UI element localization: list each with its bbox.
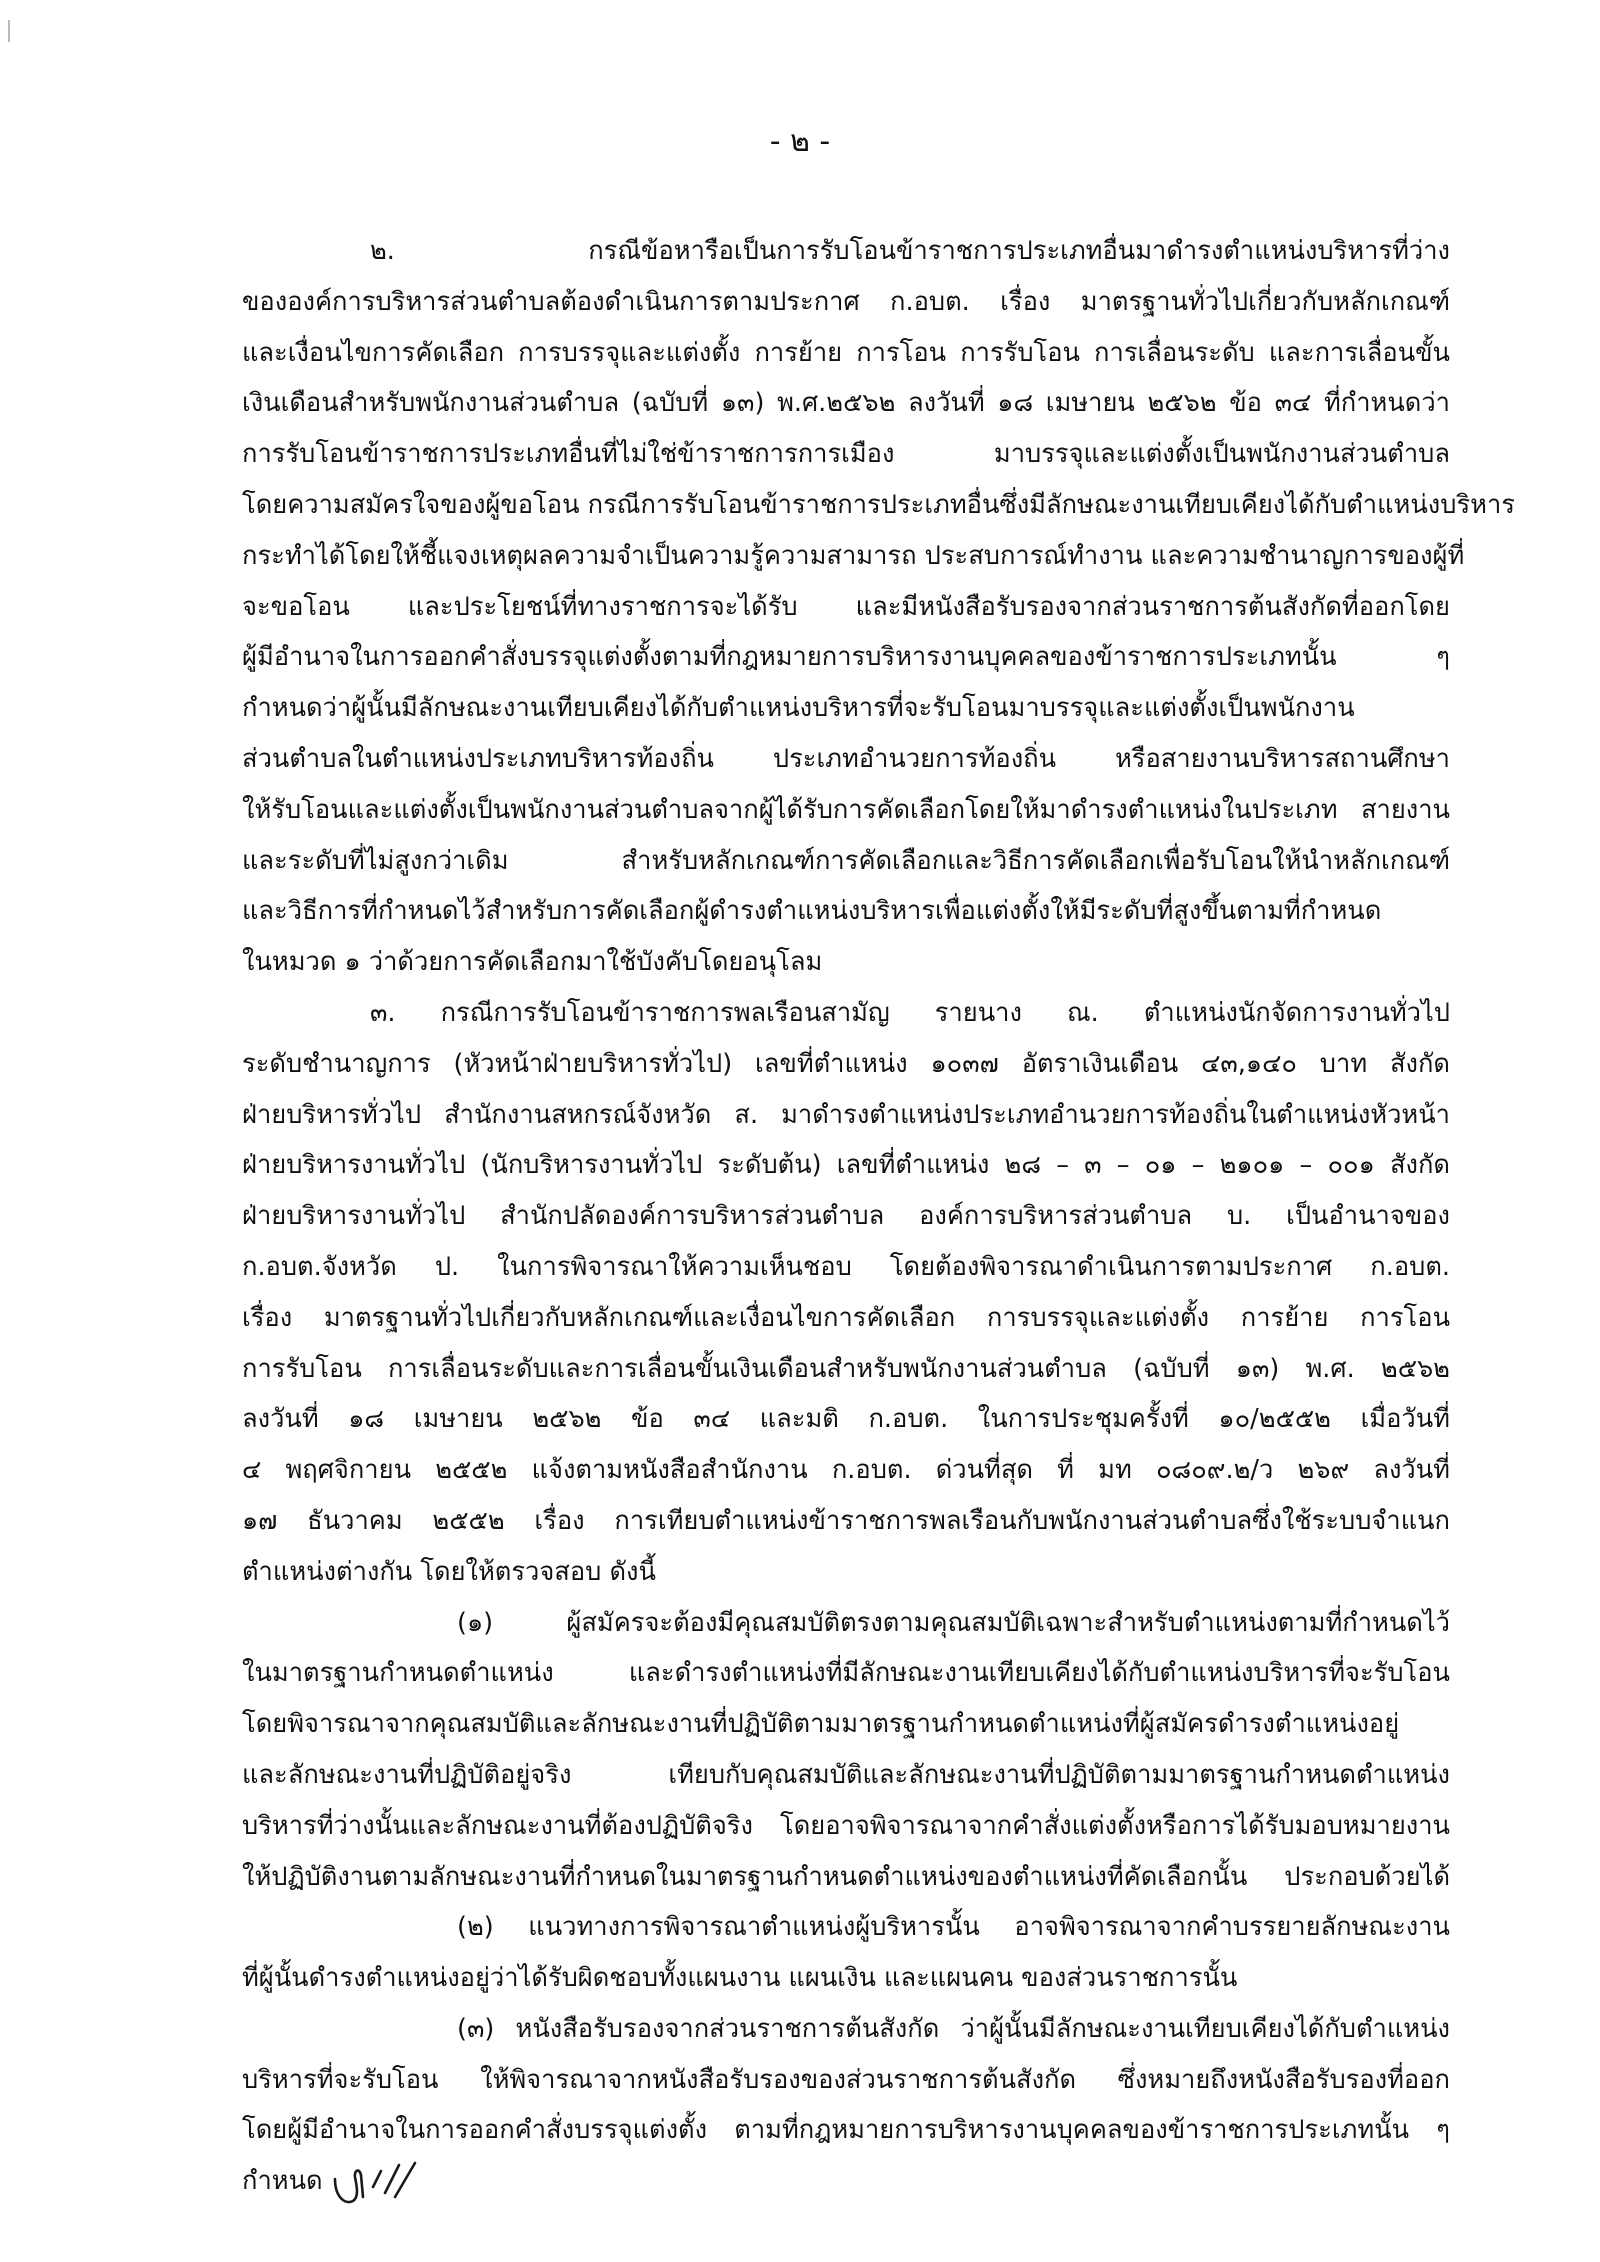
text-line [242,378,1450,429]
text-line-content: ฝ่ายบริหารงานทั่วไป (นักบริหารงานทั่วไป ระดับต้น) เลขที่ตำแหน่ง ๒๘ – ๓ – ๐๑ – ๒๑๐๑ – ๐๐๑ สังกัด [242,1150,1450,1181]
text-line-content: ฝ่ายบริหารงานทั่วไป สำนักปลัดองค์การบริหารส่วนตำบล องค์การบริหารส่วนตำบล บ. เป็นอำนาจของ [242,1201,1450,1232]
text-line [242,1598,1450,1649]
text-line-content: บริหารที่จะรับโอน ให้พิจารณาจากหนังสือรับรองของส่วนราชการต้นสังกัด ซึ่งหมายถึงหนังสือรับรองที่ออก [242,2064,1450,2095]
text-line [242,2105,1450,2156]
text-line [242,1496,1450,1547]
text-line [242,480,1515,531]
text-line-content: ในมาตรฐานกำหนดตำแหน่ง และดำรงตำแหน่งที่มีลักษณะงานเทียบเคียงได้กับตำแหน่งบริหารที่จะรับโอน [242,1658,1450,1689]
text-line-content: ในหมวด ๑ ว่าด้วยการคัดเลือกมาใช้บังคับโดยอนุโลม [242,947,823,978]
text-line-content: การรับโอนข้าราชการประเภทอื่นที่ไม่ใช่ข้าราชการการเมือง มาบรรจุและแต่งตั้งเป็นพนักงานส่วนตำบล [242,439,1450,470]
text-line-content: ฝ่ายบริหารทั่วไป สำนักงานสหกรณ์จังหวัด ส. มาดำรงตำแหน่งประเภทอำนวยการท้องถิ่นในตำแหน่งหัวหน้า [242,1099,1450,1130]
text-line [242,886,1450,937]
text-line-content: กระทำได้โดยให้ชี้แจงเหตุผลความจำเป็นความรู้ความสามารถ ประสบการณ์ทำงาน และความชำนาญการของผู้ที่ [242,540,1465,571]
text-line [242,277,1450,328]
document-body [242,226,1515,2207]
text-line [242,1344,1450,1395]
text-line-content: ๓. กรณีการรับโอนข้าราชการพลเรือนสามัญ รายนาง ณ. ตำแหน่งนักจัดการงานทั่วไป [370,997,1450,1028]
text-line [242,1242,1450,1293]
text-line [242,734,1450,785]
text-line-content: โดยความสมัครใจของผู้ขอโอน กรณีการรับโอนข้าราชการประเภทอื่นซึ่งมีลักษณะงานเทียบเคียงได้กับตำแหน่งบริหาร [242,489,1515,520]
text-line [242,683,1450,734]
text-line [242,1191,1450,1242]
text-line [242,226,1450,277]
text-line [242,1293,1450,1344]
text-line-content: การรับโอน การเลื่อนระดับและการเลื่อนขั้นเงินเดือนสำหรับพนักงานส่วนตำบล (ฉบับที่ ๑๓) พ.ศ. ๒๕๖๒ [242,1353,1450,1384]
text-line-content: และเงื่อนไขการคัดเลือก การบรรจุและแต่งตั้ง การย้าย การโอน การรับโอน การเลื่อนระดับ และการเลื่อนขั้น [242,337,1450,368]
text-line [242,1394,1450,1445]
text-line-content: (๓) หนังสือรับรองจากส่วนราชการต้นสังกัด ว่าผู้นั้นมีลักษณะงานเทียบเคียงได้กับตำแหน่ง [457,2013,1450,2044]
text-line [242,1801,1450,1852]
text-line-content: ให้ปฏิบัติงานตามลักษณะงานที่กำหนดในมาตรฐานกำหนดตำแหน่งของตำแหน่งที่คัดเลือกนั้น ประกอบด้วยได้ [242,1861,1450,1892]
text-line-content: ส่วนตำบลในตำแหน่งประเภทบริหารท้องถิ่น ประเภทอำนวยการท้องถิ่น หรือสายงานบริหารสถานศึกษา [242,743,1450,774]
text-line [242,582,1450,633]
handwritten-initials [329,2157,419,2207]
text-line [242,1090,1450,1141]
text-line-content: ๔ พฤศจิกายน ๒๕๕๒ แจ้งตามหนังสือสำนักงาน ก.อบต. ด่วนที่สุด ที่ มท ๐๘๐๙.๒/ว ๒๖๙ ลงวันที่ [242,1455,1450,1486]
text-line [242,836,1450,887]
text-line-content: ลงวันที่ ๑๘ เมษายน ๒๕๖๒ ข้อ ๓๔ และมติ ก.อบต. ในการประชุมครั้งที่ ๑๐/๒๕๕๒ เมื่อวันที่ [242,1404,1450,1435]
text-line [242,785,1450,836]
scan-margin-mark [8,20,10,42]
text-line-content: ที่ผู้นั้นดำรงตำแหน่งอยู่ว่าได้รับผิดชอบทั้งแผนงาน แผนเงิน และแผนคน ของส่วนราชการนั้น [242,1963,1238,1994]
text-line [242,1750,1450,1801]
text-line-content: โดยพิจารณาจากคุณสมบัติและลักษณะงานที่ปฏิบัติตามมาตรฐานกำหนดตำแหน่งที่ผู้สมัครดำรงตำแหน่งอยู่ [242,1709,1400,1740]
text-line [242,1852,1450,1903]
text-line-content: ๒. กรณีข้อหารือเป็นการรับโอนข้าราชการประเภทอื่นมาดำรงตำแหน่งบริหารที่ว่าง [370,236,1450,266]
text-line-content: ๑๗ ธันวาคม ๒๕๕๒ เรื่อง การเทียบตำแหน่งข้าราชการพลเรือนกับพนักงานส่วนตำบลซึ่งใช้ระบบจำแนก [242,1505,1450,1536]
text-line-content: บริหารที่ว่างนั้นและลักษณะงานที่ต้องปฏิบัติจริง โดยอาจพิจารณาจากคำสั่งแต่งตั้งหรือการได้รับมอบหมายงาน [242,1810,1450,1841]
text-line-content: ให้รับโอนและแต่งตั้งเป็นพนักงานส่วนตำบลจากผู้ได้รับการคัดเลือกโดยให้มาดำรงตำแหน่งในประเภท สายงาน [242,794,1450,825]
text-line [242,1902,1450,1953]
text-line [242,988,1450,1039]
text-line-content: เรื่อง มาตรฐานทั่วไปเกี่ยวกับหลักเกณฑ์และเงื่อนไขการคัดเลือก การบรรจุและแต่งตั้ง การย้าย การโอน [242,1302,1450,1333]
text-line-content: กำหนดว่าผู้นั้นมีลักษณะงานเทียบเคียงได้กับตำแหน่งบริหารที่จะรับโอนมาบรรจุและแต่งตั้งเป็นพนักงาน [242,693,1355,724]
text-line [242,531,1465,582]
text-line [242,632,1450,683]
text-line [242,937,1450,988]
text-line [242,1039,1450,1090]
text-line [242,2055,1450,2106]
text-line-content: ก.อบต.จังหวัด ป. ในการพิจารณาให้ความเห็นชอบ โดยต้องพิจารณาดำเนินการตามประกาศ ก.อบต. [242,1251,1450,1282]
text-line-content: และลักษณะงานที่ปฏิบัติอยู่จริง เทียบกับคุณสมบัติและลักษณะงานที่ปฏิบัติตามมาตรฐานกำหนดตำแหน่ง [242,1759,1450,1790]
text-line [242,1953,1450,2004]
text-line [242,1140,1450,1191]
text-line [242,1699,1450,1750]
text-line-content: และระดับที่ไม่สูงกว่าเดิม สำหรับหลักเกณฑ์การคัดเลือกและวิธีการคัดเลือกเพื่อรับโอนให้นำหลักเกณฑ์ [242,845,1450,876]
text-line-content: ผู้มีอำนาจในการออกคำสั่งบรรจุแต่งตั้งตามที่กฎหมายการบริหารงานบุคคลของข้าราชการประเภทนั้น ๆ [242,642,1450,673]
page-number: - ๒ - [769,124,831,159]
text-line [242,2156,1450,2207]
text-line-content: จะขอโอน และประโยชน์ที่ทางราชการจะได้รับ และมีหนังสือรับรองจากส่วนราชการต้นสังกัดที่ออกโดย [242,591,1450,622]
text-line-content: ขององค์การบริหารส่วนตำบลต้องดำเนินการตามประกาศ ก.อบต. เรื่อง มาตรฐานทั่วไปเกี่ยวกับหลักเกณฑ์ [242,286,1450,317]
text-line [242,1648,1450,1699]
text-line [242,1547,1450,1598]
text-line-content: (๒) แนวทางการพิจารณาตำแหน่งผู้บริหารนั้น อาจพิจารณาจากคำบรรยายลักษณะงาน [457,1912,1450,1943]
text-line-content: ตำแหน่งต่างกัน โดยให้ตรวจสอบ ดังนี้ [242,1556,656,1587]
text-line [242,2004,1450,2055]
text-line [242,429,1450,480]
text-line-content: กำหนด [242,2166,323,2197]
text-line [242,328,1450,379]
text-line-content: โดยผู้มีอำนาจในการออกคำสั่งบรรจุแต่งตั้ง ตามที่กฎหมายการบริหารงานบุคคลของข้าราชการประเภทนั้น ๆ [242,2115,1450,2146]
text-line-content: เงินเดือนสำหรับพนักงานส่วนตำบล (ฉบับที่ ๑๓) พ.ศ.๒๕๖๒ ลงวันที่ ๑๘ เมษายน ๒๕๖๒ ข้อ ๓๔ ที่กำหนดว่า [242,388,1450,419]
text-line-content: และวิธีการที่กำหนดไว้สำหรับการคัดเลือกผู้ดำรงตำแหน่งบริหารเพื่อแต่งตั้งให้มีระดับที่สูงขึ้นตามที่กำหนด [242,896,1382,927]
text-line-content: (๑) ผู้สมัครจะต้องมีคุณสมบัติตรงตามคุณสมบัติเฉพาะสำหรับตำแหน่งตามที่กำหนดไว้ [457,1607,1450,1638]
text-line [242,1445,1450,1496]
text-line-content: ระดับชำนาญการ (หัวหน้าฝ่ายบริหารทั่วไป) เลขที่ตำแหน่ง ๑๐๓๗ อัตราเงินเดือน ๔๓,๑๔๐ บาท สังกัด [242,1048,1450,1079]
